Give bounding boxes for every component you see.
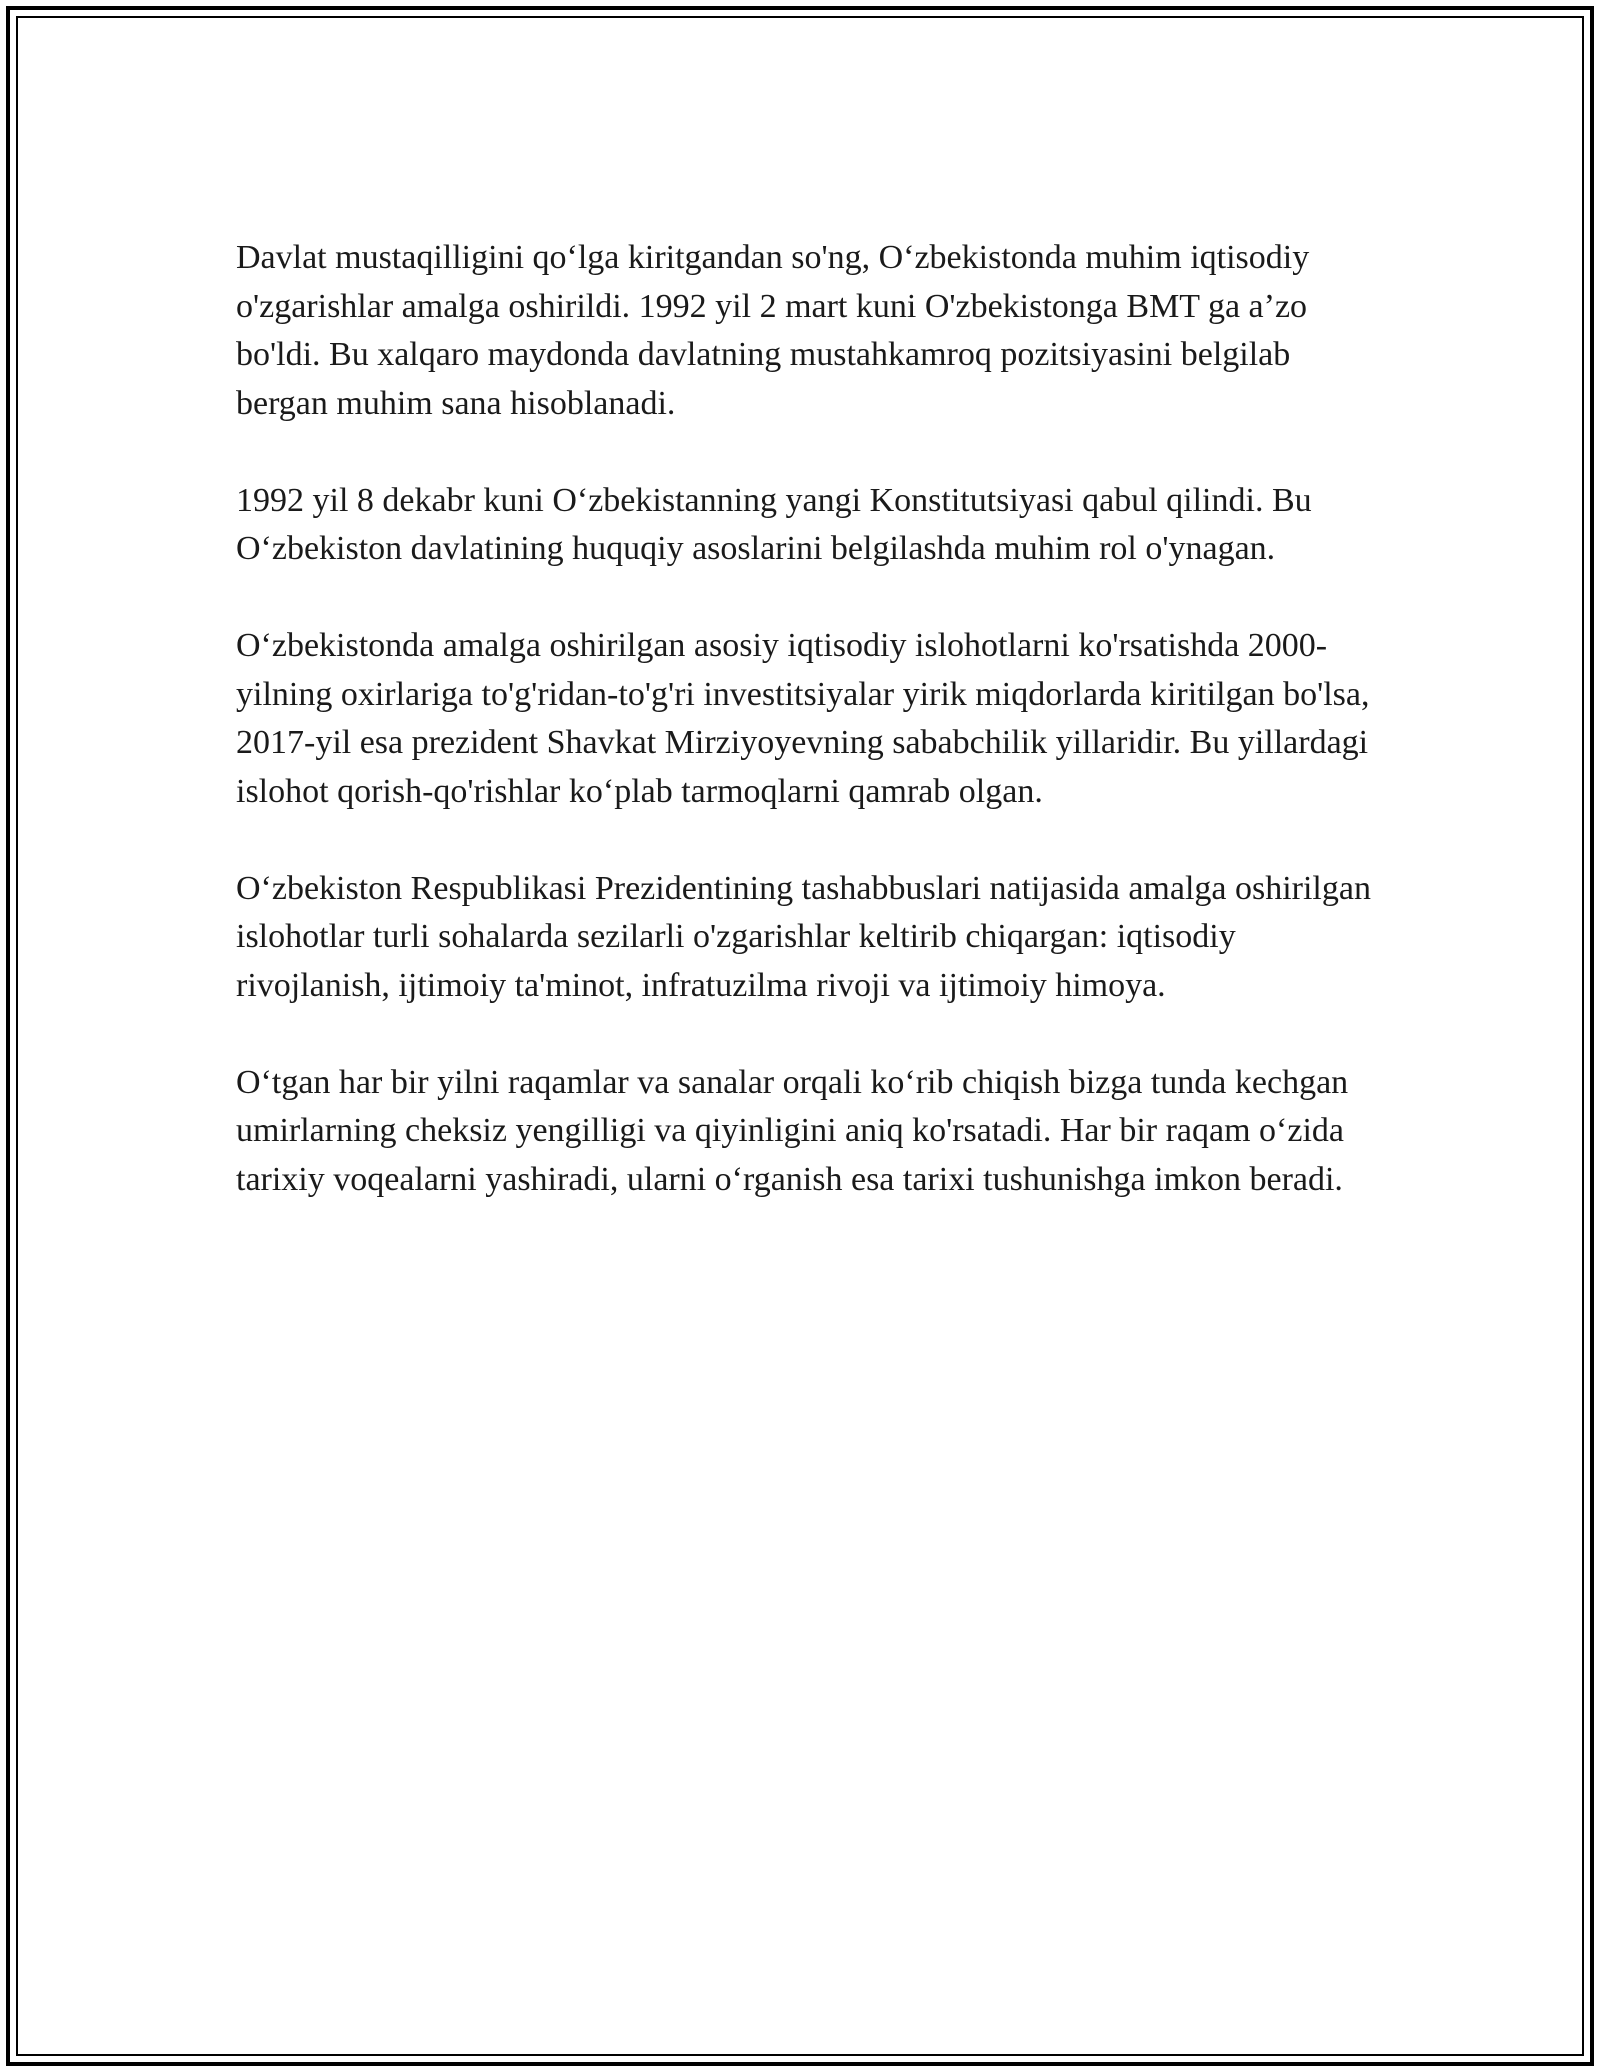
paragraph-economic-reforms: O‘zbekistonda amalga oshirilgan asosiy iqtisodiy islohotlarni ko'rsatishda 2000-yilning oxirlariga to'g'ridan-to'g'ri investitsiyalar yirik miqdorlarda kiritilgan bo'lsa, 2017-yil esa prezident Shavkat Mirziyoyevning sababchilik yillaridir. Bu yillardagi islohot qorish-qo'rishlar ko‘plab tarmoqlarni qamrab olgan. — [236, 627, 1370, 810]
paragraph-president-initiatives: O‘zbekiston Respublikasi Prezidentining tashabbuslari natijasida amalga oshirilgan islohotlar turli sohalarda sezilarli o'zgarishlar keltirib chiqargan: iqtisodiy rivojlanish, ijtimoiy ta'minot, infratuzilma rivoji va ijtimoiy himoya. — [236, 869, 1371, 1004]
paragraph-independence: Davlat mustaqilligini qo‘lga kiritgandan so'ng, O‘zbekistonda muhim iqtisodiy o'zgarishlar amalga oshirildi. 1992 yil 2 mart kuni O'zbekistonga BMT ga a’zo bo'ldi. Bu xalqaro maydonda davlatning mustahkamroq pozitsiyasini belgilab bergan muhim sana hisoblanadi. — [236, 239, 1310, 422]
document-body — [236, 234, 1386, 1253]
paragraph-conclusion: O‘tgan har bir yilni raqamlar va sanalar orqali ko‘rib chiqish bizga tunda kechgan umirlarning cheksiz yengilligi va qiyinligini aniq ko'rsatadi. Har bir raqam o‘zida tarixiy voqealarni yashiradi, ularni o‘rganish esa tarixi tushunishga imkon beradi. — [236, 1063, 1349, 1198]
paragraph-constitution: 1992 yil 8 dekabr kuni O‘zbekistanning yangi Konstitutsiyasi qabul qilindi. Bu O‘zbekiston davlatining huquqiy asoslarini belgilashda muhim rol o'ynagan. — [236, 481, 1312, 567]
